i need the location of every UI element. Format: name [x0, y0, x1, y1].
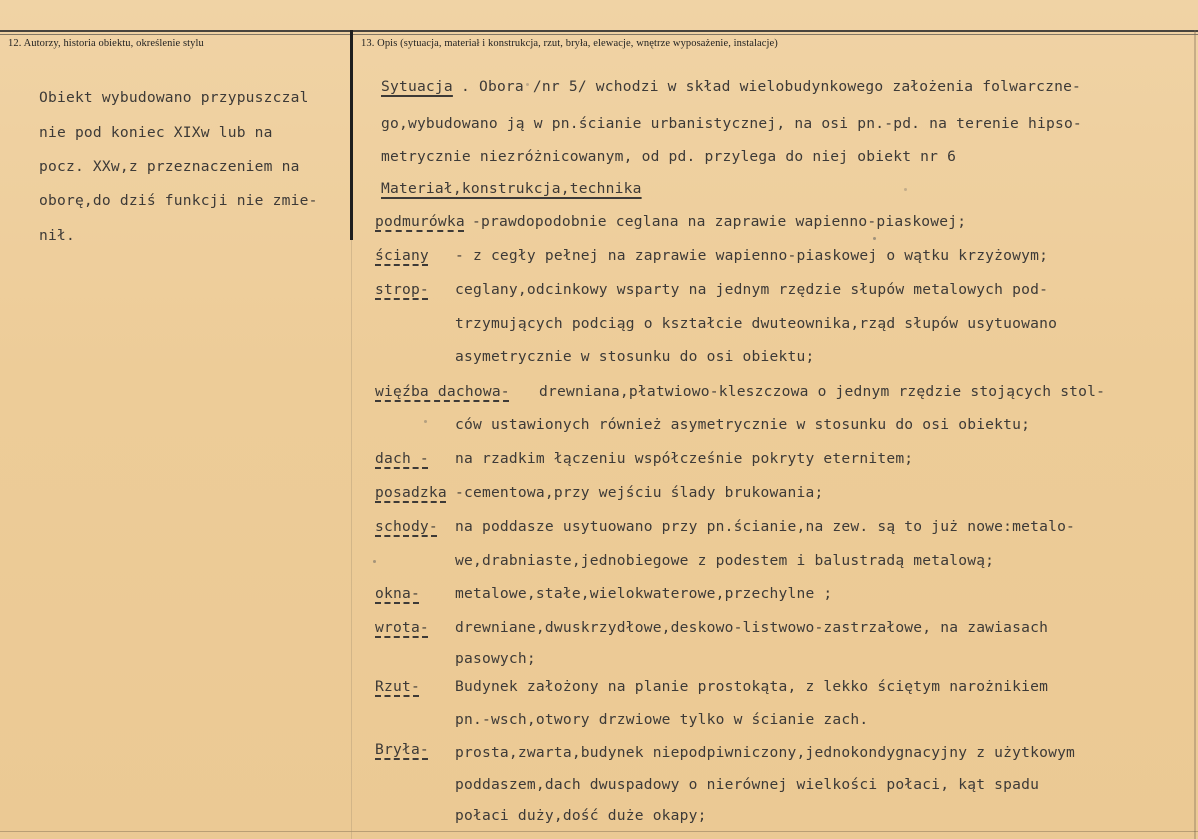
- entry-text: asymetrycznie w stosunku do osi obiektu;: [455, 348, 815, 365]
- column-divider: [350, 30, 353, 240]
- entry-label-wiezba: więźba dachowa-: [375, 383, 510, 400]
- paper-speck: [424, 420, 427, 423]
- left-text-line: pocz. XXw,z przeznaczeniem na: [39, 158, 300, 175]
- entry-text: pn.-wsch,otwory drzwiowe tylko w ścianie zach.: [455, 711, 869, 728]
- situation-line: . Obora /nr 5/ wchodzi w skład wielobudynkowego założenia folwarczne-: [461, 78, 1082, 95]
- top-rule-secondary: [0, 34, 1198, 35]
- column-divider-faint: [351, 240, 352, 839]
- bottom-edge: [0, 831, 1198, 832]
- entry-text: metalowe,stałe,wielokwaterowe,przechylne ;: [455, 585, 833, 602]
- situation-line: go,wybudowano ją w pn.ścianie urbanistycznej, na osi pn.-pd. na terenie hipso-: [381, 115, 1082, 132]
- entry-text: ców ustawionych również asymetrycznie w stosunku do osi obiektu;: [455, 416, 1031, 433]
- entry-text: poddaszem,dach dwuspadowy o nierównej wielkości połaci, kąt spadu: [455, 776, 1040, 793]
- situation-label: Sytuacja: [381, 78, 453, 95]
- entry-label-okna: okna-: [375, 585, 420, 602]
- entry-label-posadzka: posadzka: [375, 484, 447, 501]
- entry-label-strop: strop-: [375, 281, 429, 298]
- entry-text: drewniana,płatwiowo-kleszczowa o jednym rzędzie stojących stol-: [539, 383, 1106, 400]
- entry-text: pasowych;: [455, 650, 536, 667]
- entry-label-rzut: Rzut-: [375, 678, 420, 695]
- top-rule: [0, 30, 1198, 32]
- entry-text: -prawdopodobnie ceglana na zaprawie wapienno-piaskowej;: [472, 213, 967, 230]
- material-heading: Materiał,konstrukcja,technika: [381, 180, 642, 197]
- entry-text: połaci duży,dość duże okapy;: [455, 807, 707, 824]
- left-text-line: nił.: [39, 227, 75, 244]
- entry-text: na poddasze usytuowano przy pn.ścianie,na zew. są to już nowe:metalo-: [455, 518, 1076, 535]
- section-13-header: 13. Opis (sytuacja, materiał i konstrukcja, rzut, bryła, elewacje, wnętrze wyposażenie, instalacje): [361, 38, 778, 49]
- entry-label-dach: dach -: [375, 450, 429, 467]
- paper-speck: [873, 237, 876, 240]
- entry-label-bryla: Bryła-: [375, 741, 429, 758]
- entry-text: drewniane,dwuskrzydłowe,deskowo-listwowo-zastrzałowe, na zawiasach: [455, 619, 1049, 636]
- entry-text: ceglany,odcinkowy wsparty na jednym rzędzie słupów metalowych pod-: [455, 281, 1049, 298]
- left-text-line: nie pod koniec XIXw lub na: [39, 124, 273, 141]
- entry-text: na rzadkim łączeniu współcześnie pokryty eternitem;: [455, 450, 914, 467]
- situation-line: metrycznie niezróżnicowanym, od pd. przylega do niej obiekt nr 6: [381, 148, 957, 165]
- left-text-line: Obiekt wybudowano przypuszczal: [39, 89, 309, 106]
- entry-text: prosta,zwarta,budynek niepodpiwniczony,jednokondygnacyjny z użytkowym: [455, 744, 1076, 761]
- paper-speck: [526, 83, 529, 86]
- entry-text: - z cegły pełnej na zaprawie wapienno-piaskowej o wątku krzyżowym;: [455, 247, 1049, 264]
- paper-speck: [373, 560, 376, 563]
- entry-text: trzymujących podciąg o kształcie dwuteownika,rząd słupów usytuowano: [455, 315, 1058, 332]
- left-text-line: oborę,do dziś funkcji nie zmie-: [39, 192, 318, 209]
- entry-label-schody: schody-: [375, 518, 438, 535]
- entry-label-sciany: ściany: [375, 247, 429, 264]
- entry-text: -cementowa,przy wejściu ślady brukowania;: [455, 484, 824, 501]
- entry-label-podmurowka: podmurówka: [375, 213, 465, 230]
- entry-label-wrota: wrota-: [375, 619, 429, 636]
- section-12-header: 12. Autorzy, historia obiektu, określenie stylu: [8, 38, 204, 49]
- paper-speck: [904, 188, 907, 191]
- entry-text: we,drabniaste,jednobiegowe z podestem i balustradą metalową;: [455, 552, 995, 569]
- right-edge: [1194, 30, 1196, 839]
- entry-text: Budynek założony na planie prostokąta, z lekko ściętym narożnikiem: [455, 678, 1049, 695]
